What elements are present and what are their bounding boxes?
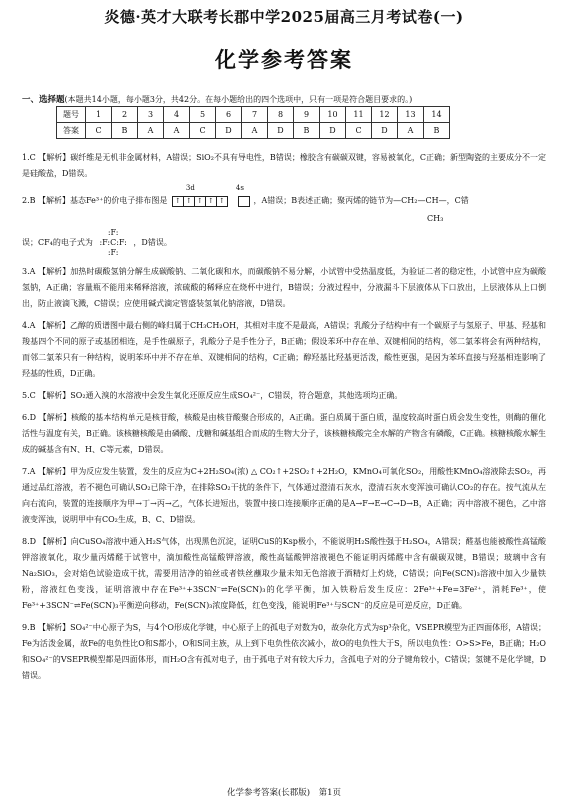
page-title: 化学参考答案 bbox=[215, 47, 353, 72]
section-head: 一、选择题 bbox=[22, 95, 65, 105]
answer-cell: D bbox=[372, 123, 398, 139]
answer-cell: C bbox=[86, 123, 112, 139]
solution-q3: 3.A 【解析】加热时碳酸氢钠分解生成碳酸钠、二氧化碳和水，而碳酸钠不易分解，小试管中受热温度低，为验证二者的稳定性，小试管中应为碳酸氢钠，A正确；容量瓶不能用来稀释溶液，浓硫酸的稀释应在烧杯中进行，B错误；分液过程中，分液漏斗下层液体从下口放出，上层液体从上口倒出，防止液滴飞溅，C错误；应使用碱式滴定管盛装氢氧化钠溶液，D错误。 bbox=[22, 267, 546, 308]
q2-text-a: 2.B 【解析】基态Fe³⁺的价电子排布图是 bbox=[22, 196, 168, 205]
answer-table bbox=[56, 106, 450, 139]
question-number-cell: 13 bbox=[398, 107, 424, 123]
answer-cell: C bbox=[190, 123, 216, 139]
answer-table-answer-row bbox=[57, 123, 450, 139]
orbital-box: ↑ bbox=[183, 196, 195, 207]
question-number-cell: 3 bbox=[138, 107, 164, 123]
lewis-line-3: :F: bbox=[107, 248, 119, 257]
question-number-cell: 1 bbox=[86, 107, 112, 123]
question-number-cell: 10 bbox=[320, 107, 346, 123]
solution-q7: 7.A 【解析】甲为反应发生装置，发生的反应为C+2H₂SO₄(浓) △ CO₂↑+2SO₂↑+2H₂O，KMnO₄可氧化SO₂，用酸性KMnO₄溶液除去SO₂，再通过品红溶液，若不褪色可确认SO₂已除干净，在排除SO₂干扰的条件下，气体通过澄清石灰水，澄清石灰水变浑浊可确认CO₂的存在。按气流从左向右流向，装置的连接顺序为甲→丁→丙→乙，气体长进短出，装置中接口连接顺序正确的是A→F→E→C→D→B，A正确；丙中溶液不褪色，乙中溶液变浑浊，说明甲中有CO₂生成，B、C、D错误。 bbox=[22, 467, 546, 524]
q2-text-b: ，A错误；B表述正确；聚丙烯的链节为—CH₂—CH—，C错 bbox=[253, 196, 469, 205]
question-number-cell: 7 bbox=[242, 107, 268, 123]
answer-table-number-row bbox=[57, 107, 450, 123]
q2-ch3: CH₃ bbox=[427, 214, 444, 223]
question-number-cell: 6 bbox=[216, 107, 242, 123]
answer-cell: A bbox=[398, 123, 424, 139]
orbital-box: ↑ bbox=[205, 196, 217, 207]
orbital-box-4s bbox=[238, 196, 250, 207]
solution-q6: 6.D 【解析】核酸的基本结构单元是核苷酸，核酸是由核苷酸聚合形成的，A正确。蛋白质属于蛋白质，温度较高时蛋白质会发生变性，则酶的催化活性与温度有关，B正确。该核糖核酸是由磷酸、戊糖和碱基组合而成的生物大分子，该核糖核酸完全水解的产物含有磷酸，C正确。核糖核酸水解生成的碱基含有N、H、C等元素，D错误。 bbox=[22, 413, 546, 454]
solution-q4: 4.A 【解析】乙醇的质谱图中最右侧的峰归属于CH₃CH₂OH，其相对丰度不是最高，A错误；乳酸分子结构中有一个碳原子与氢原子、甲基、羟基和羧基四个不同的原子或基团相连，是手性碳原子，乳酸分子是手性分子，B正确；假设苯环中存在单、双键相间的结构，邻二氯苯将会有两种结构，而邻二氯苯只有一种结构，说明苯环中并不存在单、双键相间的结构，C正确；醇羟基比羟基更活泼，酸性更强，是因为苯环直接与羟基相连影响了羟基的性质，D正确。 bbox=[22, 321, 546, 378]
orbital-label-4s: 4s bbox=[235, 184, 244, 192]
q2-text-d: ，D错误。 bbox=[133, 238, 172, 247]
orbital-box: ↑ bbox=[172, 196, 184, 207]
page-footer: 化学参考答案(长郡版) 第1页 bbox=[226, 788, 342, 798]
answer-cell: A bbox=[138, 123, 164, 139]
question-number-cell: 2 bbox=[112, 107, 138, 123]
answer-cell: A bbox=[242, 123, 268, 139]
answer-cell: D bbox=[268, 123, 294, 139]
question-number-cell: 14 bbox=[424, 107, 450, 123]
question-number-cell: 11 bbox=[346, 107, 372, 123]
answer-cell: A bbox=[164, 123, 190, 139]
answer-cell: B bbox=[112, 123, 138, 139]
solution-q1: 1.C 【解析】碳纤维是无机非金属材料，A错误；SiO₂不具有导电性，B错误；橡胶含有碳碳双键，容易被氧化，C正确；新型陶瓷的主要成分不一定是硅酸盐，D错误。 bbox=[22, 153, 546, 178]
lewis-line-1: :F: bbox=[107, 228, 119, 237]
question-number-cell: 5 bbox=[190, 107, 216, 123]
solution-q5: 5.C 【解析】SO₂通入溴的水溶液中会发生氧化还原反应生成SO₄²⁻，C错误，符合题意，其他选项均正确。 bbox=[22, 391, 403, 400]
answer-cell: D bbox=[320, 123, 346, 139]
question-number-cell: 8 bbox=[268, 107, 294, 123]
solution-q8: 8.D 【解析】向CuSO₄溶液中通入H₂S气体，出现黑色沉淀，证明CuS的Ksp极小，不能说明H₂S酸性强于H₂SO₄，A错误；醛基也能被酸性高锰酸钾溶液氧化，取少量丙烯醛于试管中，滴加酸性高锰酸钾溶液，酸性高锰酸钾溶液褪色不能证明丙烯醛中含有碳碳双键，B错误；玻璃中含有Na₂SiO₃，会对焰色试验造成干扰，需要用洁净的铂丝或者铁丝蘸取少量未知无色溶液于酒精灯上灼烧，C错误；向Fe(SCN)₃溶液中加入少量铁粉，溶液红色变浅，证明溶液中存在Fe³⁺+3SCN⁻⇌Fe(SCN)₃的化学平衡，加入铁粉后发生反应：2Fe³⁺+Fe=3Fe²⁺，消耗Fe³⁺，使Fe³⁺+3SCN⁻⇌Fe(SCN)₃平衡逆向移动，Fe(SCN)₃浓度降低，红色变浅，能说明Fe³⁺与SCN⁻的反应是可逆反应，D正确。 bbox=[22, 537, 546, 610]
question-number-cell: 4 bbox=[164, 107, 190, 123]
lewis-structure-cf4 bbox=[99, 228, 126, 258]
question-number-cell: 12 bbox=[372, 107, 398, 123]
orbital-box: ↑ bbox=[216, 196, 228, 207]
row-label-number: 题号 bbox=[57, 107, 86, 123]
row-label-answer: 答案 bbox=[57, 123, 86, 139]
solution-q2 bbox=[22, 184, 546, 258]
lewis-line-2: :F:C:F: bbox=[99, 238, 127, 247]
section-heading bbox=[22, 93, 546, 105]
q2-text-c: 误；CF₄的电子式为 bbox=[22, 238, 93, 247]
orbital-diagram bbox=[172, 184, 249, 210]
orbital-label-3d: 3d bbox=[185, 184, 195, 192]
answer-cell: C bbox=[346, 123, 372, 139]
question-number-cell: 9 bbox=[294, 107, 320, 123]
answer-cell: D bbox=[216, 123, 242, 139]
answer-cell: B bbox=[294, 123, 320, 139]
exam-header: 炎德·英才大联考长郡中学2025届高三月考试卷(一) bbox=[104, 8, 464, 26]
solutions-body bbox=[22, 150, 546, 690]
answer-cell: B bbox=[424, 123, 450, 139]
orbital-box: ↑ bbox=[194, 196, 206, 207]
section-desc: (本题共14小题，每小题3分，共42分。在每小题给出的四个选项中，只有一项是符合题目要求的。) bbox=[64, 95, 413, 104]
solution-q9: 9.B 【解析】SO₄²⁻中心原子为S，与4个O形成化学键，中心原子上的孤电子对数为0，故杂化方式为sp³杂化，VSEPR模型为正四面体形，A错误；Fe为活泼金属，故Fe的电负性比O和S都小，O和S同主族，从上到下电负性依次减小，故O的电负性大于S，所以电负性：O>S>Fe，B正确；H₂O和SO₄²⁻的VSEPR模型都是四面体形，而H₂O含有孤对电子，由于孤电子对有较大斥力，含孤电子对的分子键角较小，C错误；氢键不是化学键，D错误。 bbox=[22, 623, 546, 680]
